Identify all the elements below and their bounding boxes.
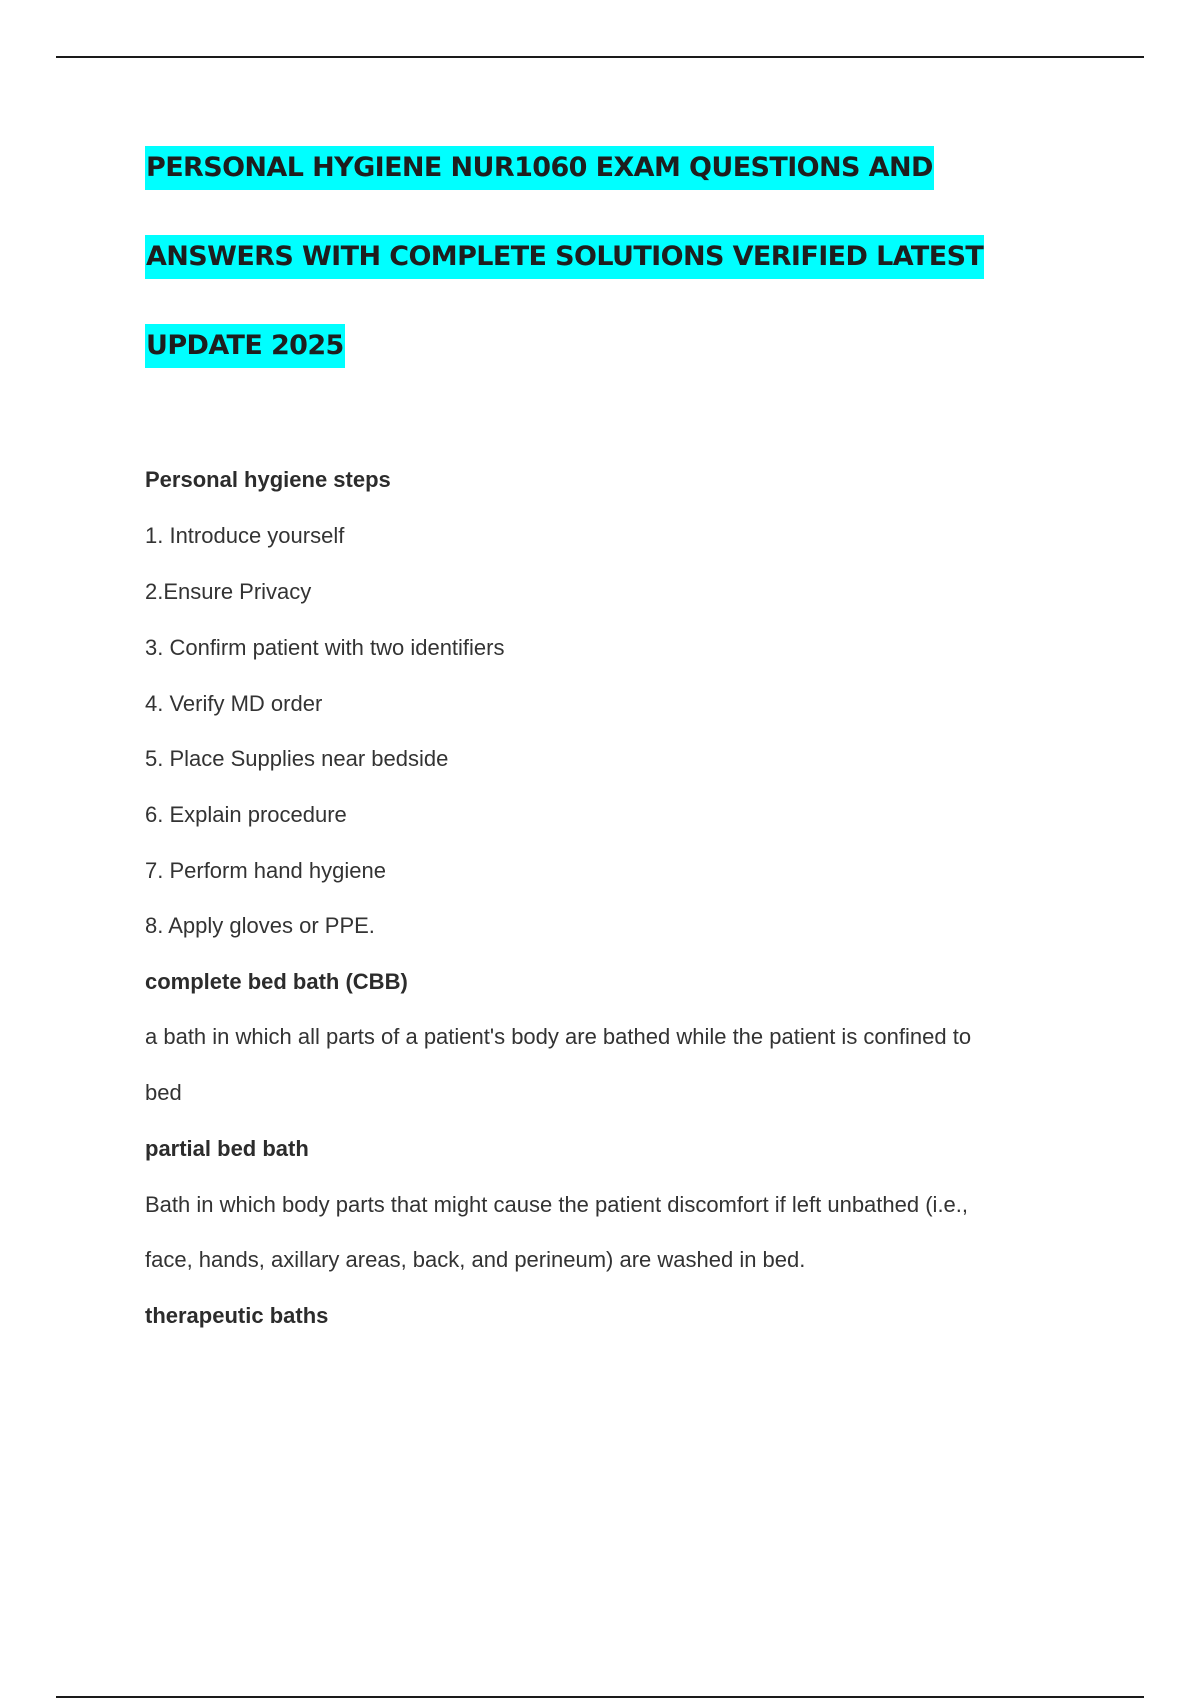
- answer-line: a bath in which all parts of a patient's body are bathed while the patient is confined to: [145, 1024, 972, 1049]
- answer-line: bed: [145, 1080, 182, 1105]
- section-heading-therapeutic-baths: therapeutic baths: [145, 1303, 329, 1328]
- document-title: [145, 146, 1105, 413]
- title-line-text: UPDATE 2025: [145, 324, 345, 368]
- step-item: 7. Perform hand hygiene: [145, 858, 386, 883]
- top-rule: [56, 56, 1144, 58]
- section-heading-personal-hygiene-steps: Personal hygiene steps: [145, 467, 391, 492]
- section-heading-partial-bed-bath: partial bed bath: [145, 1136, 309, 1161]
- answer-line: face, hands, axillary areas, back, and perineum) are washed in bed.: [145, 1247, 806, 1272]
- title-line-text: ANSWERS WITH COMPLETE SOLUTIONS VERIFIED LATEST: [145, 235, 984, 279]
- step-item: 1. Introduce yourself: [145, 523, 345, 548]
- step-item: 8. Apply gloves or PPE.: [145, 913, 375, 938]
- answer-line: Bath in which body parts that might cause the patient discomfort if left unbathed (i.e.,: [145, 1192, 969, 1217]
- section-heading-complete-bed-bath: complete bed bath (CBB): [145, 969, 408, 994]
- title-line-text: PERSONAL HYGIENE NUR1060 EXAM QUESTIONS AND: [145, 146, 934, 190]
- step-item: 4. Verify MD order: [145, 691, 323, 716]
- title-line: [145, 235, 1105, 324]
- title-line: [145, 146, 1105, 235]
- step-item: 3. Confirm patient with two identifiers: [145, 635, 505, 660]
- bottom-rule: [56, 1696, 1144, 1698]
- step-item: 5. Place Supplies near bedside: [145, 746, 449, 771]
- step-item: 6. Explain procedure: [145, 802, 347, 827]
- title-line: [145, 324, 1105, 413]
- step-item: 2.Ensure Privacy: [145, 579, 312, 604]
